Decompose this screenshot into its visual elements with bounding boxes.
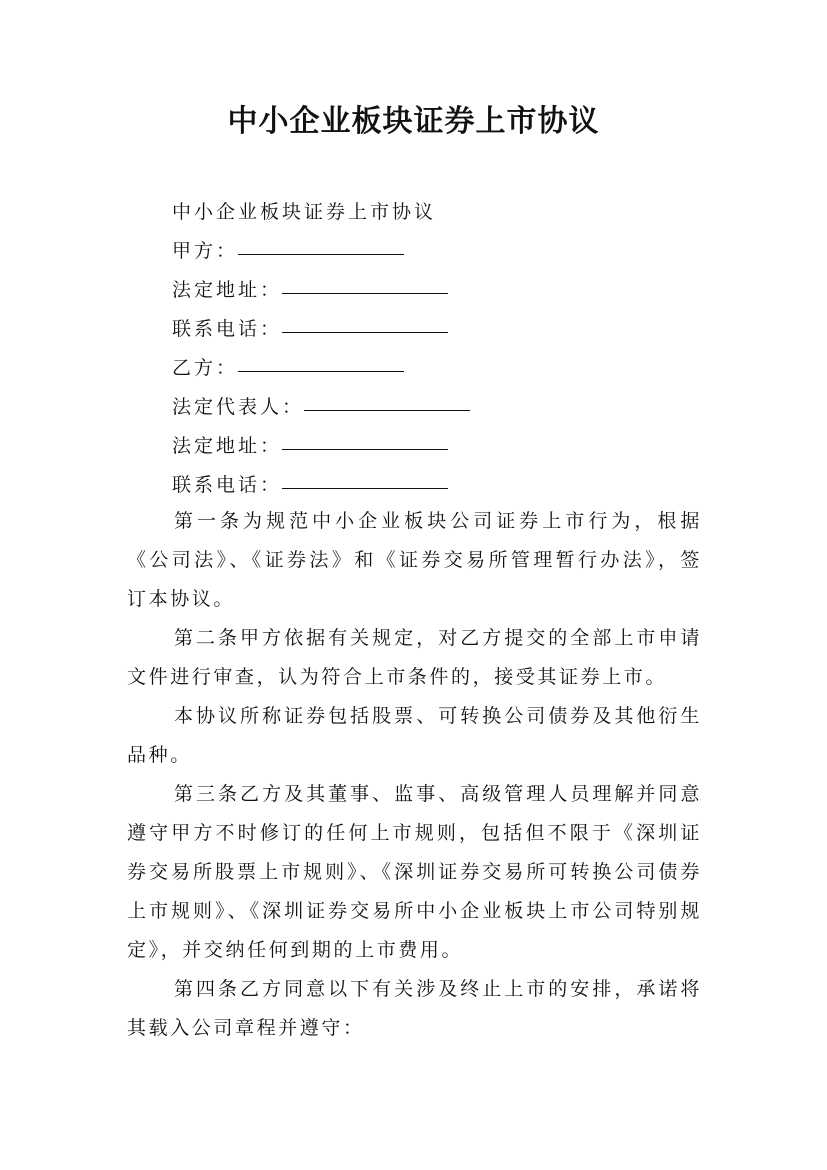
party-a-line (172, 232, 712, 271)
party-b-phone-label: 联系电话： (172, 474, 283, 496)
party-a-address-label: 法定地址： (172, 279, 283, 301)
article-3-paragraph: 第三条乙方及其董事、监事、高级管理人员理解并同意遵守甲方不时修订的任何上市规则，包括但不限于《深圳证券交易所股票上市规则》、《深圳证券交易所可转换公司债券上市规则》、《深圳证券交易所中小企业板块上市公司特别规定》，并交纳任何到期的上市费用。 (127, 783, 702, 961)
document-title: 中小企业板块证券上市协议 (227, 104, 600, 139)
party-b-address-line (172, 427, 712, 466)
article-4-paragraph: 第四条乙方同意以下有关涉及终止上市的安排，承诺将其载入公司章程并遵守： (127, 978, 702, 1039)
securities-scope-paragraph: 本协议所称证券包括股票、可转换公司债券及其他衍生品种。 (127, 705, 702, 766)
party-info-block (172, 193, 712, 505)
party-a-address-blank (282, 269, 448, 294)
party-a-address-line (172, 271, 712, 310)
party-b-blank (238, 347, 404, 372)
article-2-paragraph: 第二条甲方依据有关规定，对乙方提交的全部上市申请文件进行审查，认为符合上市条件的，接受其证券上市。 (127, 627, 702, 688)
party-b-line (172, 349, 712, 388)
party-a-phone-blank (282, 308, 448, 333)
party-b-address-label: 法定地址： (172, 435, 283, 457)
party-a-label: 甲方： (172, 240, 239, 262)
party-a-phone-label: 联系电话： (172, 318, 283, 340)
party-b-rep-line (172, 388, 712, 427)
party-a-blank (238, 230, 404, 255)
party-b-address-blank (282, 425, 448, 450)
article-1-paragraph: 第一条为规范中小企业板块公司证券上市行为，根据《公司法》、《证券法》和《证券交易所管理暂行办法》，签订本协议。 (127, 510, 702, 610)
party-b-phone-blank (282, 464, 448, 489)
agreement-body (127, 502, 702, 1048)
party-b-rep-label: 法定代表人： (172, 396, 305, 418)
party-b-rep-blank (304, 386, 470, 411)
party-b-phone-line (172, 466, 712, 505)
document-subtitle: 中小企业板块证券上市协议 (172, 201, 437, 223)
party-a-phone-line (172, 310, 712, 349)
party-b-label: 乙方： (172, 357, 239, 379)
